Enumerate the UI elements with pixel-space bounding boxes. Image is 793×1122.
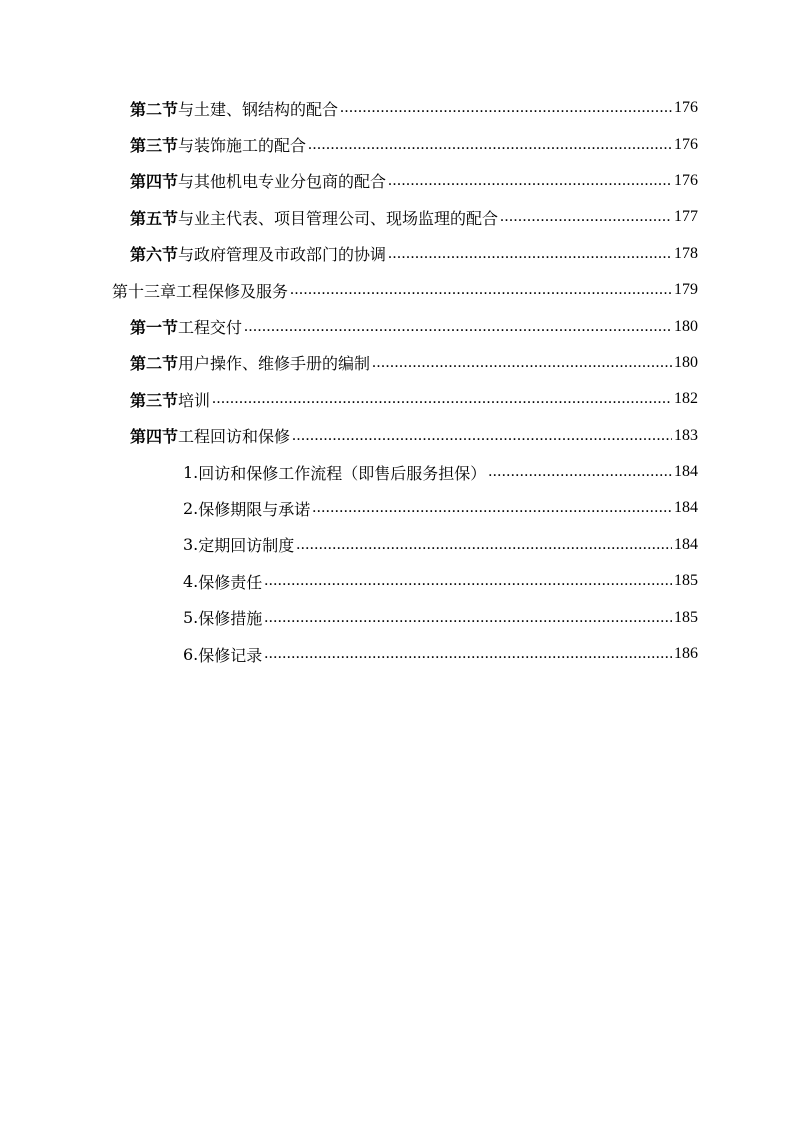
toc-entry-title: 保修责任 xyxy=(198,572,263,592)
toc-entry-label: 5. xyxy=(183,608,199,628)
toc-entry-title: 保修措施 xyxy=(198,609,263,629)
toc-dot-leader xyxy=(264,609,672,627)
toc-entry-section-1 xyxy=(0,308,793,344)
toc-entry-title: 与土建、钢结构的配合 xyxy=(178,99,339,119)
toc-entry-section-4 xyxy=(0,163,793,199)
toc-entry-page: 182 xyxy=(674,390,698,408)
toc-dot-leader xyxy=(290,281,672,299)
toc-entry-page: 185 xyxy=(674,608,698,626)
toc-entry-page: 180 xyxy=(674,317,698,335)
toc-dot-leader xyxy=(388,245,672,263)
toc-entry-page: 186 xyxy=(674,645,698,663)
toc-dot-leader xyxy=(296,536,672,554)
toc-entry-section-2b xyxy=(0,345,793,381)
toc-entry-label: 第四节 xyxy=(130,427,179,447)
toc-entry-section-5 xyxy=(0,199,793,235)
toc-dot-leader xyxy=(212,390,672,408)
toc-entry-title: 与其他机电专业分包商的配合 xyxy=(178,172,387,192)
toc-entry-page: 177 xyxy=(674,208,698,226)
toc-entry-title: 工程回访和保修 xyxy=(178,427,291,447)
toc-entry-label: 第三节 xyxy=(130,390,179,410)
toc-dot-leader xyxy=(488,463,672,481)
toc-entry-item-5 xyxy=(0,599,793,635)
toc-entry-page: 176 xyxy=(674,99,698,117)
toc-entry-title: 工程交付 xyxy=(178,318,243,338)
toc-dot-leader xyxy=(340,99,672,117)
toc-entry-title: 与政府管理及市政部门的协调 xyxy=(178,245,387,265)
toc-entry-page: 185 xyxy=(674,572,698,590)
toc-entry-label: 3. xyxy=(183,535,199,555)
toc-dot-leader xyxy=(312,499,672,517)
toc-entry-label: 第六节 xyxy=(130,245,179,265)
toc-dot-leader xyxy=(500,208,672,226)
toc-entry-label: 第二节 xyxy=(130,99,179,119)
toc-entry-chapter-13 xyxy=(0,272,793,308)
toc-entry-label: 6. xyxy=(183,644,199,664)
toc-dot-leader xyxy=(388,172,672,190)
toc-entry-label: 第五节 xyxy=(130,208,179,228)
toc-entry-page: 183 xyxy=(674,426,698,444)
toc-entry-label: 2. xyxy=(183,498,199,518)
toc-dot-leader xyxy=(308,136,672,154)
toc-entry-page: 176 xyxy=(674,171,698,189)
toc-entry-section-2 xyxy=(0,90,793,126)
toc-entry-page: 176 xyxy=(674,135,698,153)
toc-entry-title: 培训 xyxy=(178,390,211,410)
toc-entry-label: 第三节 xyxy=(130,136,179,156)
toc-dot-leader xyxy=(264,645,672,663)
toc-entry-title: 与业主代表、项目管理公司、现场监理的配合 xyxy=(178,208,499,228)
toc-entry-label: 第二节 xyxy=(130,354,179,374)
toc-entry-section-3b xyxy=(0,381,793,417)
table-of-contents xyxy=(0,90,793,672)
toc-entry-section-6 xyxy=(0,236,793,272)
toc-entry-page: 178 xyxy=(674,244,698,262)
toc-entry-title: 定期回访制度 xyxy=(198,536,295,556)
toc-entry-title: 与装饰施工的配合 xyxy=(178,136,307,156)
toc-entry-item-3 xyxy=(0,527,793,563)
toc-entry-label: 4. xyxy=(183,571,199,591)
toc-entry-label: 第一节 xyxy=(130,318,179,338)
toc-dot-leader xyxy=(292,427,672,445)
toc-entry-item-6 xyxy=(0,636,793,672)
toc-entry-label: 第四节 xyxy=(130,172,179,192)
toc-entry-title: 用户操作、维修手册的编制 xyxy=(178,354,371,374)
toc-entry-title: 工程保修及服务 xyxy=(176,281,289,301)
toc-entry-item-1 xyxy=(0,454,793,490)
toc-entry-label: 第十三章 xyxy=(112,281,177,301)
toc-entry-title: 保修期限与承诺 xyxy=(198,499,311,519)
toc-entry-section-4b xyxy=(0,418,793,454)
toc-entry-title: 保修记录 xyxy=(198,645,263,665)
toc-entry-page: 184 xyxy=(674,499,698,517)
toc-entry-item-2 xyxy=(0,490,793,526)
toc-dot-leader xyxy=(372,354,672,372)
toc-entry-label: 1. xyxy=(183,462,199,482)
toc-entry-page: 184 xyxy=(674,535,698,553)
toc-entry-page: 179 xyxy=(674,281,698,299)
toc-dot-leader xyxy=(264,572,672,590)
toc-entry-title: 回访和保修工作流程（即售后服务担保） xyxy=(198,463,487,483)
toc-dot-leader xyxy=(244,318,672,336)
toc-entry-page: 184 xyxy=(674,463,698,481)
toc-entry-item-4 xyxy=(0,563,793,599)
toc-entry-section-3 xyxy=(0,126,793,162)
toc-entry-page: 180 xyxy=(674,353,698,371)
